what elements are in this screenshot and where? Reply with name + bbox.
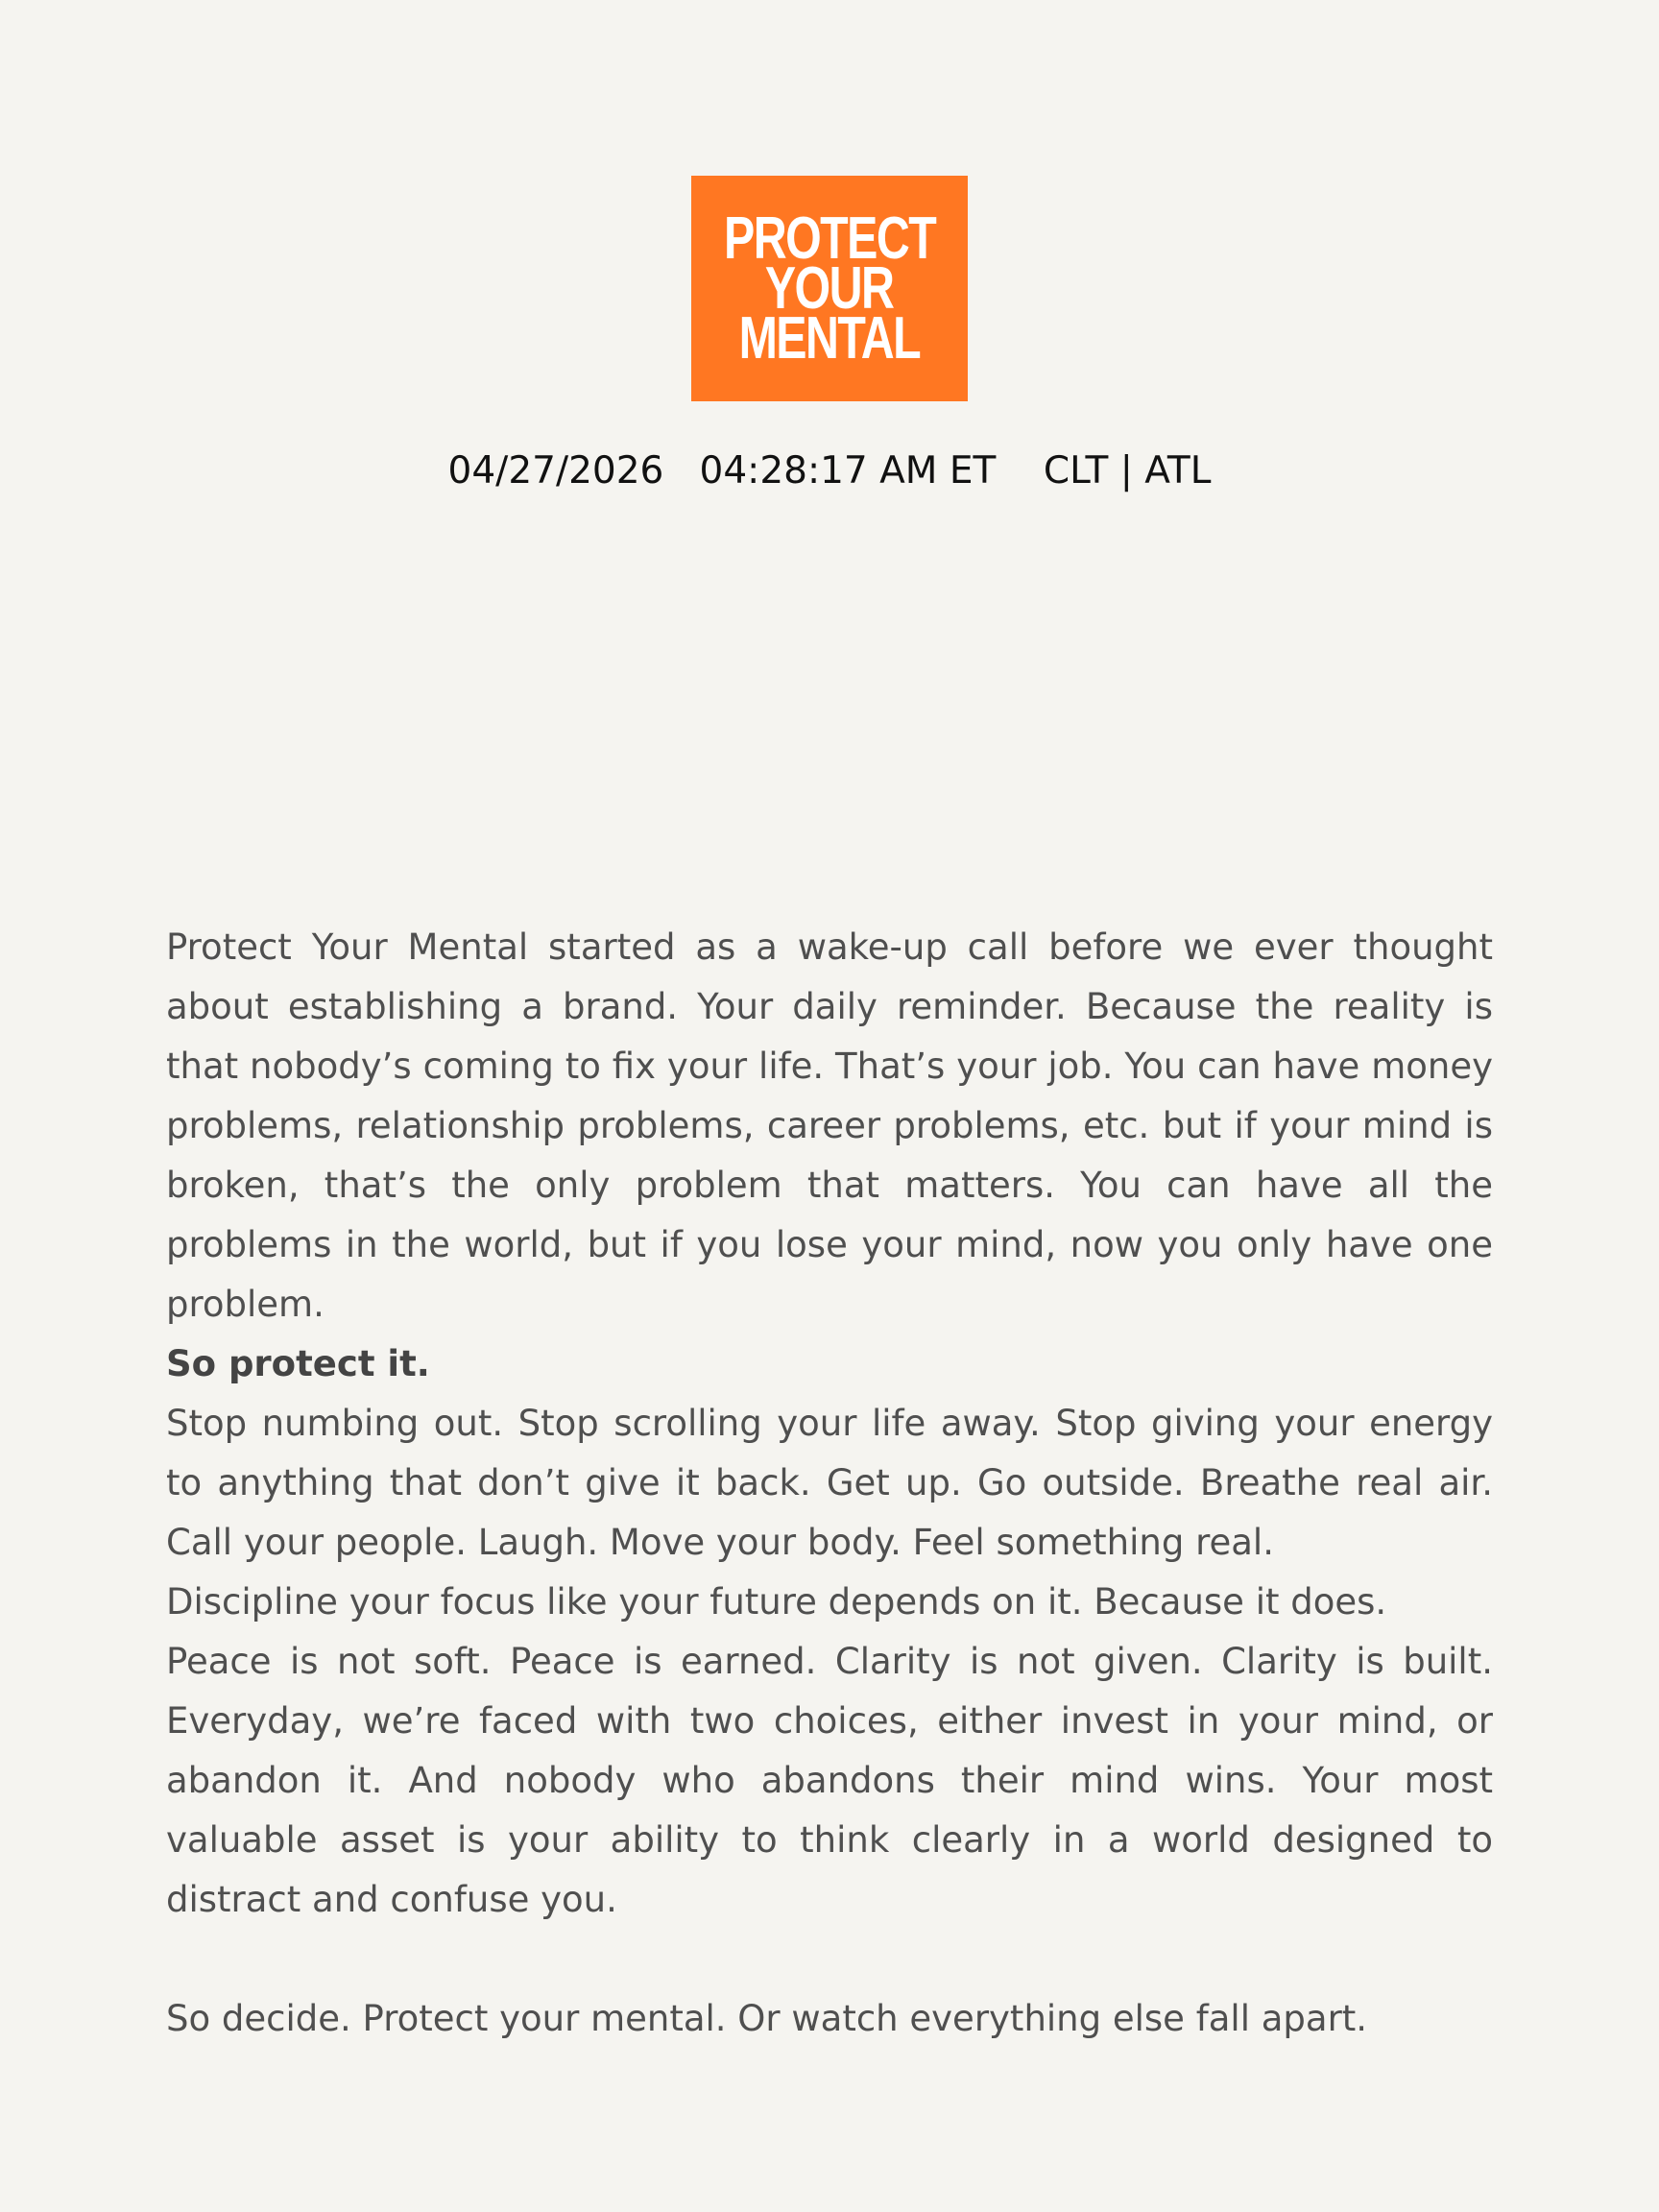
locations-text: CLT | ATL [1043,449,1212,493]
time-text: 04:28:17 AM ET [699,449,997,493]
paragraph-discipline: Discipline your focus like your future depends on it. Because it does. [166,1581,1387,1623]
spacer [166,1930,1493,1989]
date-time-location-bar [0,444,1659,499]
logo-line-mental: MENTAL [738,304,921,372]
paragraph-stop: Stop numbing out. Stop scrolling your life away. Stop giving your energy to anything that don’t give it back. Get up. Go outside. Breathe real air. Call your people. Laugh. Move your body. Feel something real. [166,1403,1493,1563]
paragraph-closing: So decide. Protect your mental. Or watch everything else fall apart. [166,1998,1368,2039]
logo-line-your: YOUR [765,254,894,322]
paragraph-intro: Protect Your Mental started as a wake-up call before we ever thought about establishing a brand. Your daily reminder. Because the reality is that nobody’s coming to fix your life. That’s your job. You can have money problems, relationship problems, career problems, etc. but if your mind is broken, that’s the only problem that matters. You can have all the problems in the world, but if you lose your mind, now you only have one problem. [166,926,1493,1325]
heading-so-protect-it: So protect it. [166,1343,430,1384]
manifesto-content [166,918,1493,2049]
date-text: 04/27/2026 [447,449,664,493]
logo-line-protect: PROTECT [723,204,936,272]
paragraph-peace: Peace is not soft. Peace is earned. Clarity is not given. Clarity is built. Everyday, we’re faced with two choices, either invest in your mind, or abandon it. And nobody who abandons their mind wins. Your most valuable asset is your ability to think clearly in a world designed to distract and confuse you. [166,1641,1493,1920]
brand-logo[interactable] [691,176,968,401]
